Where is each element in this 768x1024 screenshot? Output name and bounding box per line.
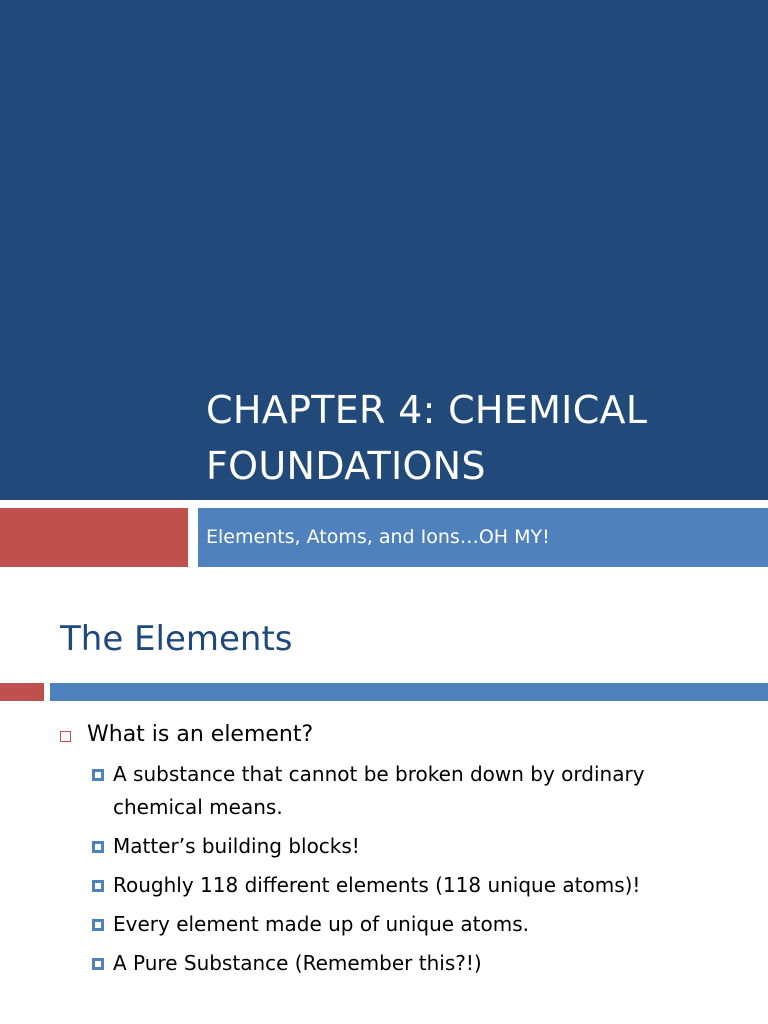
hollow-square-bullet-icon	[60, 731, 71, 742]
sub-bullet-list	[92, 758, 732, 986]
slide-title	[206, 382, 746, 494]
slide-title-line-2: FOUNDATIONS	[206, 444, 486, 488]
bullet-item	[60, 718, 313, 752]
sub-bullet-item	[92, 830, 732, 863]
slide-title-line-1: CHAPTER 4: CHEMICAL	[206, 388, 648, 432]
accent-bar-red	[0, 508, 188, 567]
sub-bullet-text: Matter’s building blocks!	[113, 834, 360, 858]
sub-bullet-item	[92, 758, 732, 824]
sub-bullet-item	[92, 908, 732, 941]
sub-bullet-text: A substance that cannot be broken down by ordinary chemical means.	[113, 762, 645, 819]
sub-bullet-item	[92, 869, 732, 902]
sub-bullet-text: Roughly 118 different elements (118 unique atoms)!	[113, 873, 641, 897]
sub-bullet-text: Every element made up of unique atoms.	[113, 912, 530, 936]
slide-subtitle: Elements, Atoms, and Ions…OH MY!	[206, 526, 550, 548]
sub-bullet-text: A Pure Substance (Remember this?!)	[113, 951, 482, 975]
square-bullet-icon	[92, 841, 104, 853]
divider-bar-blue	[50, 683, 768, 701]
section-title: The Elements	[60, 619, 293, 659]
square-bullet-icon	[92, 880, 104, 892]
divider-bar-red	[0, 683, 44, 701]
bullet-text: What is an element?	[87, 722, 314, 747]
square-bullet-icon	[92, 958, 104, 970]
sub-bullet-item	[92, 947, 732, 980]
square-bullet-icon	[92, 769, 104, 781]
square-bullet-icon	[92, 919, 104, 931]
